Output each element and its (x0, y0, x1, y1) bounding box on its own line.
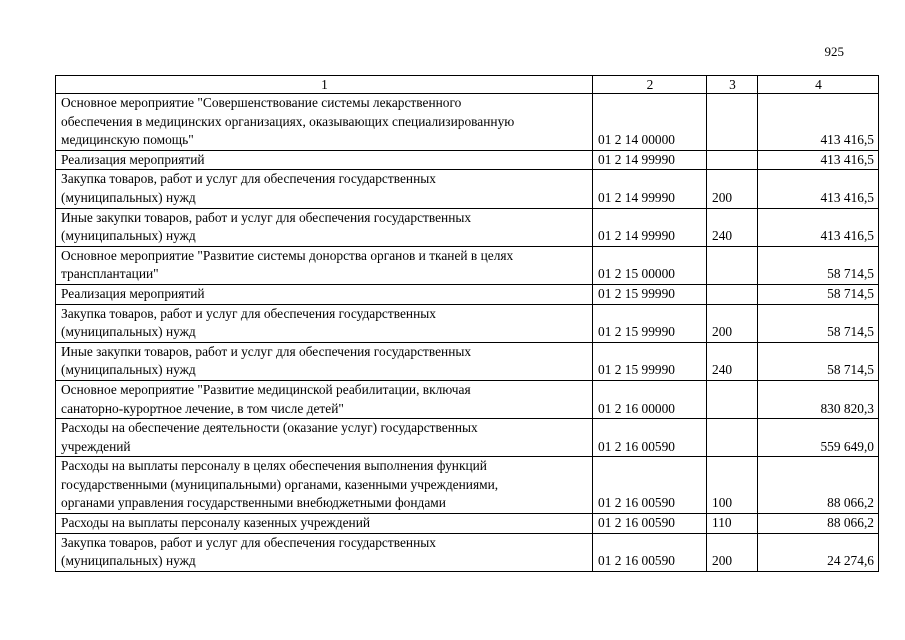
table-row (56, 419, 879, 457)
cell-name-line: учреждений (61, 438, 131, 454)
cell-amount: 413 416,5 (758, 170, 879, 208)
cell-amount: 559 649,0 (758, 419, 879, 457)
header-col-1: 1 (56, 76, 593, 94)
cell-name-line: санаторно-курортное лечение, в том числе детей" (61, 400, 344, 416)
cell-code: 01 2 16 00590 (593, 514, 707, 534)
cell-amount: 88 066,2 (758, 514, 879, 534)
cell-name-line: (муниципальных) нужд (61, 189, 196, 205)
cell-name-line: (муниципальных) нужд (61, 362, 196, 378)
header-col-4: 4 (758, 76, 879, 94)
cell-type: 200 (707, 304, 758, 342)
cell-name-line: обеспечения в медицинских организациях, оказывающих специализированную (61, 113, 515, 129)
table-row (56, 170, 879, 208)
cell-amount: 58 714,5 (758, 284, 879, 304)
cell-name (56, 284, 593, 304)
table-body (56, 94, 879, 572)
header-col-3: 3 (707, 76, 758, 94)
cell-code: 01 2 15 00000 (593, 246, 707, 284)
table-row (56, 284, 879, 304)
cell-name-line: Иные закупки товаров, работ и услуг для обеспечения государственных (61, 343, 472, 359)
cell-code: 01 2 14 99990 (593, 208, 707, 246)
cell-type: 100 (707, 457, 758, 514)
cell-code: 01 2 14 99990 (593, 170, 707, 208)
cell-name-line: Расходы на выплаты персоналу в целях обеспечения выполнения функций (61, 458, 487, 474)
cell-type: 110 (707, 514, 758, 534)
table-row (56, 380, 879, 418)
cell-name-line: (муниципальных) нужд (61, 324, 196, 340)
cell-amount: 830 820,3 (758, 380, 879, 418)
table-row (56, 457, 879, 514)
cell-name-line: Основное мероприятие "Развитие системы донорства органов и тканей в целях (61, 247, 514, 263)
table-row (56, 208, 879, 246)
cell-name-line: (муниципальных) нужд (61, 553, 196, 569)
cell-name-line: Закупка товаров, работ и услуг для обеспечения государственных (61, 534, 436, 550)
cell-name (56, 514, 593, 534)
table-row (56, 150, 879, 170)
cell-name-line: государственными (муниципальными) органами, казенными учреждениями, (61, 476, 499, 492)
cell-code: 01 2 14 99990 (593, 150, 707, 170)
cell-amount: 413 416,5 (758, 94, 879, 151)
cell-name-line: Закупка товаров, работ и услуг для обеспечения государственных (61, 305, 436, 321)
cell-name (56, 304, 593, 342)
table-row (56, 304, 879, 342)
cell-amount: 24 274,6 (758, 533, 879, 571)
cell-type: 200 (707, 170, 758, 208)
cell-type: 240 (707, 342, 758, 380)
cell-name-line: Иные закупки товаров, работ и услуг для обеспечения государственных (61, 209, 472, 225)
cell-name (56, 246, 593, 284)
cell-name-line: Расходы на выплаты персоналу казенных учреждений (61, 515, 371, 531)
table-row (56, 246, 879, 284)
cell-type (707, 419, 758, 457)
cell-type (707, 150, 758, 170)
table-header-row (56, 76, 879, 94)
cell-name-line: Расходы на обеспечение деятельности (оказание услуг) государственных (61, 420, 478, 436)
cell-name-line: Реализация мероприятий (61, 285, 205, 301)
cell-name-line: Основное мероприятие "Развитие медицинской реабилитации, включая (61, 381, 471, 397)
cell-type (707, 284, 758, 304)
table-row (56, 533, 879, 571)
cell-name-line: (муниципальных) нужд (61, 228, 196, 244)
cell-name (56, 94, 593, 151)
table-row (56, 342, 879, 380)
cell-name (56, 208, 593, 246)
cell-name-line: органами управления государственными внебюджетными фондами (61, 495, 446, 511)
page-number: 925 (824, 44, 844, 59)
cell-name (56, 457, 593, 514)
cell-code: 01 2 15 99990 (593, 342, 707, 380)
budget-table (55, 75, 879, 572)
cell-name (56, 170, 593, 208)
header-col-2: 2 (593, 76, 707, 94)
cell-type (707, 246, 758, 284)
cell-name-line: Реализация мероприятий (61, 151, 205, 167)
cell-name (56, 342, 593, 380)
cell-code: 01 2 16 00590 (593, 457, 707, 514)
cell-code: 01 2 14 00000 (593, 94, 707, 151)
cell-amount: 58 714,5 (758, 342, 879, 380)
cell-code: 01 2 16 00590 (593, 533, 707, 571)
cell-name-line: Закупка товаров, работ и услуг для обеспечения государственных (61, 171, 436, 187)
cell-name-line: трансплантации" (61, 266, 159, 282)
table-row (56, 94, 879, 151)
cell-code: 01 2 15 99990 (593, 284, 707, 304)
cell-amount: 58 714,5 (758, 246, 879, 284)
cell-type: 200 (707, 533, 758, 571)
cell-name-line: Основное мероприятие "Совершенствование системы лекарственного (61, 95, 462, 110)
cell-type (707, 94, 758, 151)
cell-name (56, 533, 593, 571)
cell-type: 240 (707, 208, 758, 246)
cell-name (56, 419, 593, 457)
cell-code: 01 2 16 00590 (593, 419, 707, 457)
cell-amount: 413 416,5 (758, 150, 879, 170)
cell-code: 01 2 15 99990 (593, 304, 707, 342)
cell-amount: 88 066,2 (758, 457, 879, 514)
cell-name (56, 150, 593, 170)
cell-amount: 413 416,5 (758, 208, 879, 246)
cell-name (56, 380, 593, 418)
table-row (56, 514, 879, 534)
cell-code: 01 2 16 00000 (593, 380, 707, 418)
cell-amount: 58 714,5 (758, 304, 879, 342)
cell-name-line: медицинскую помощь" (61, 132, 194, 148)
cell-type (707, 380, 758, 418)
